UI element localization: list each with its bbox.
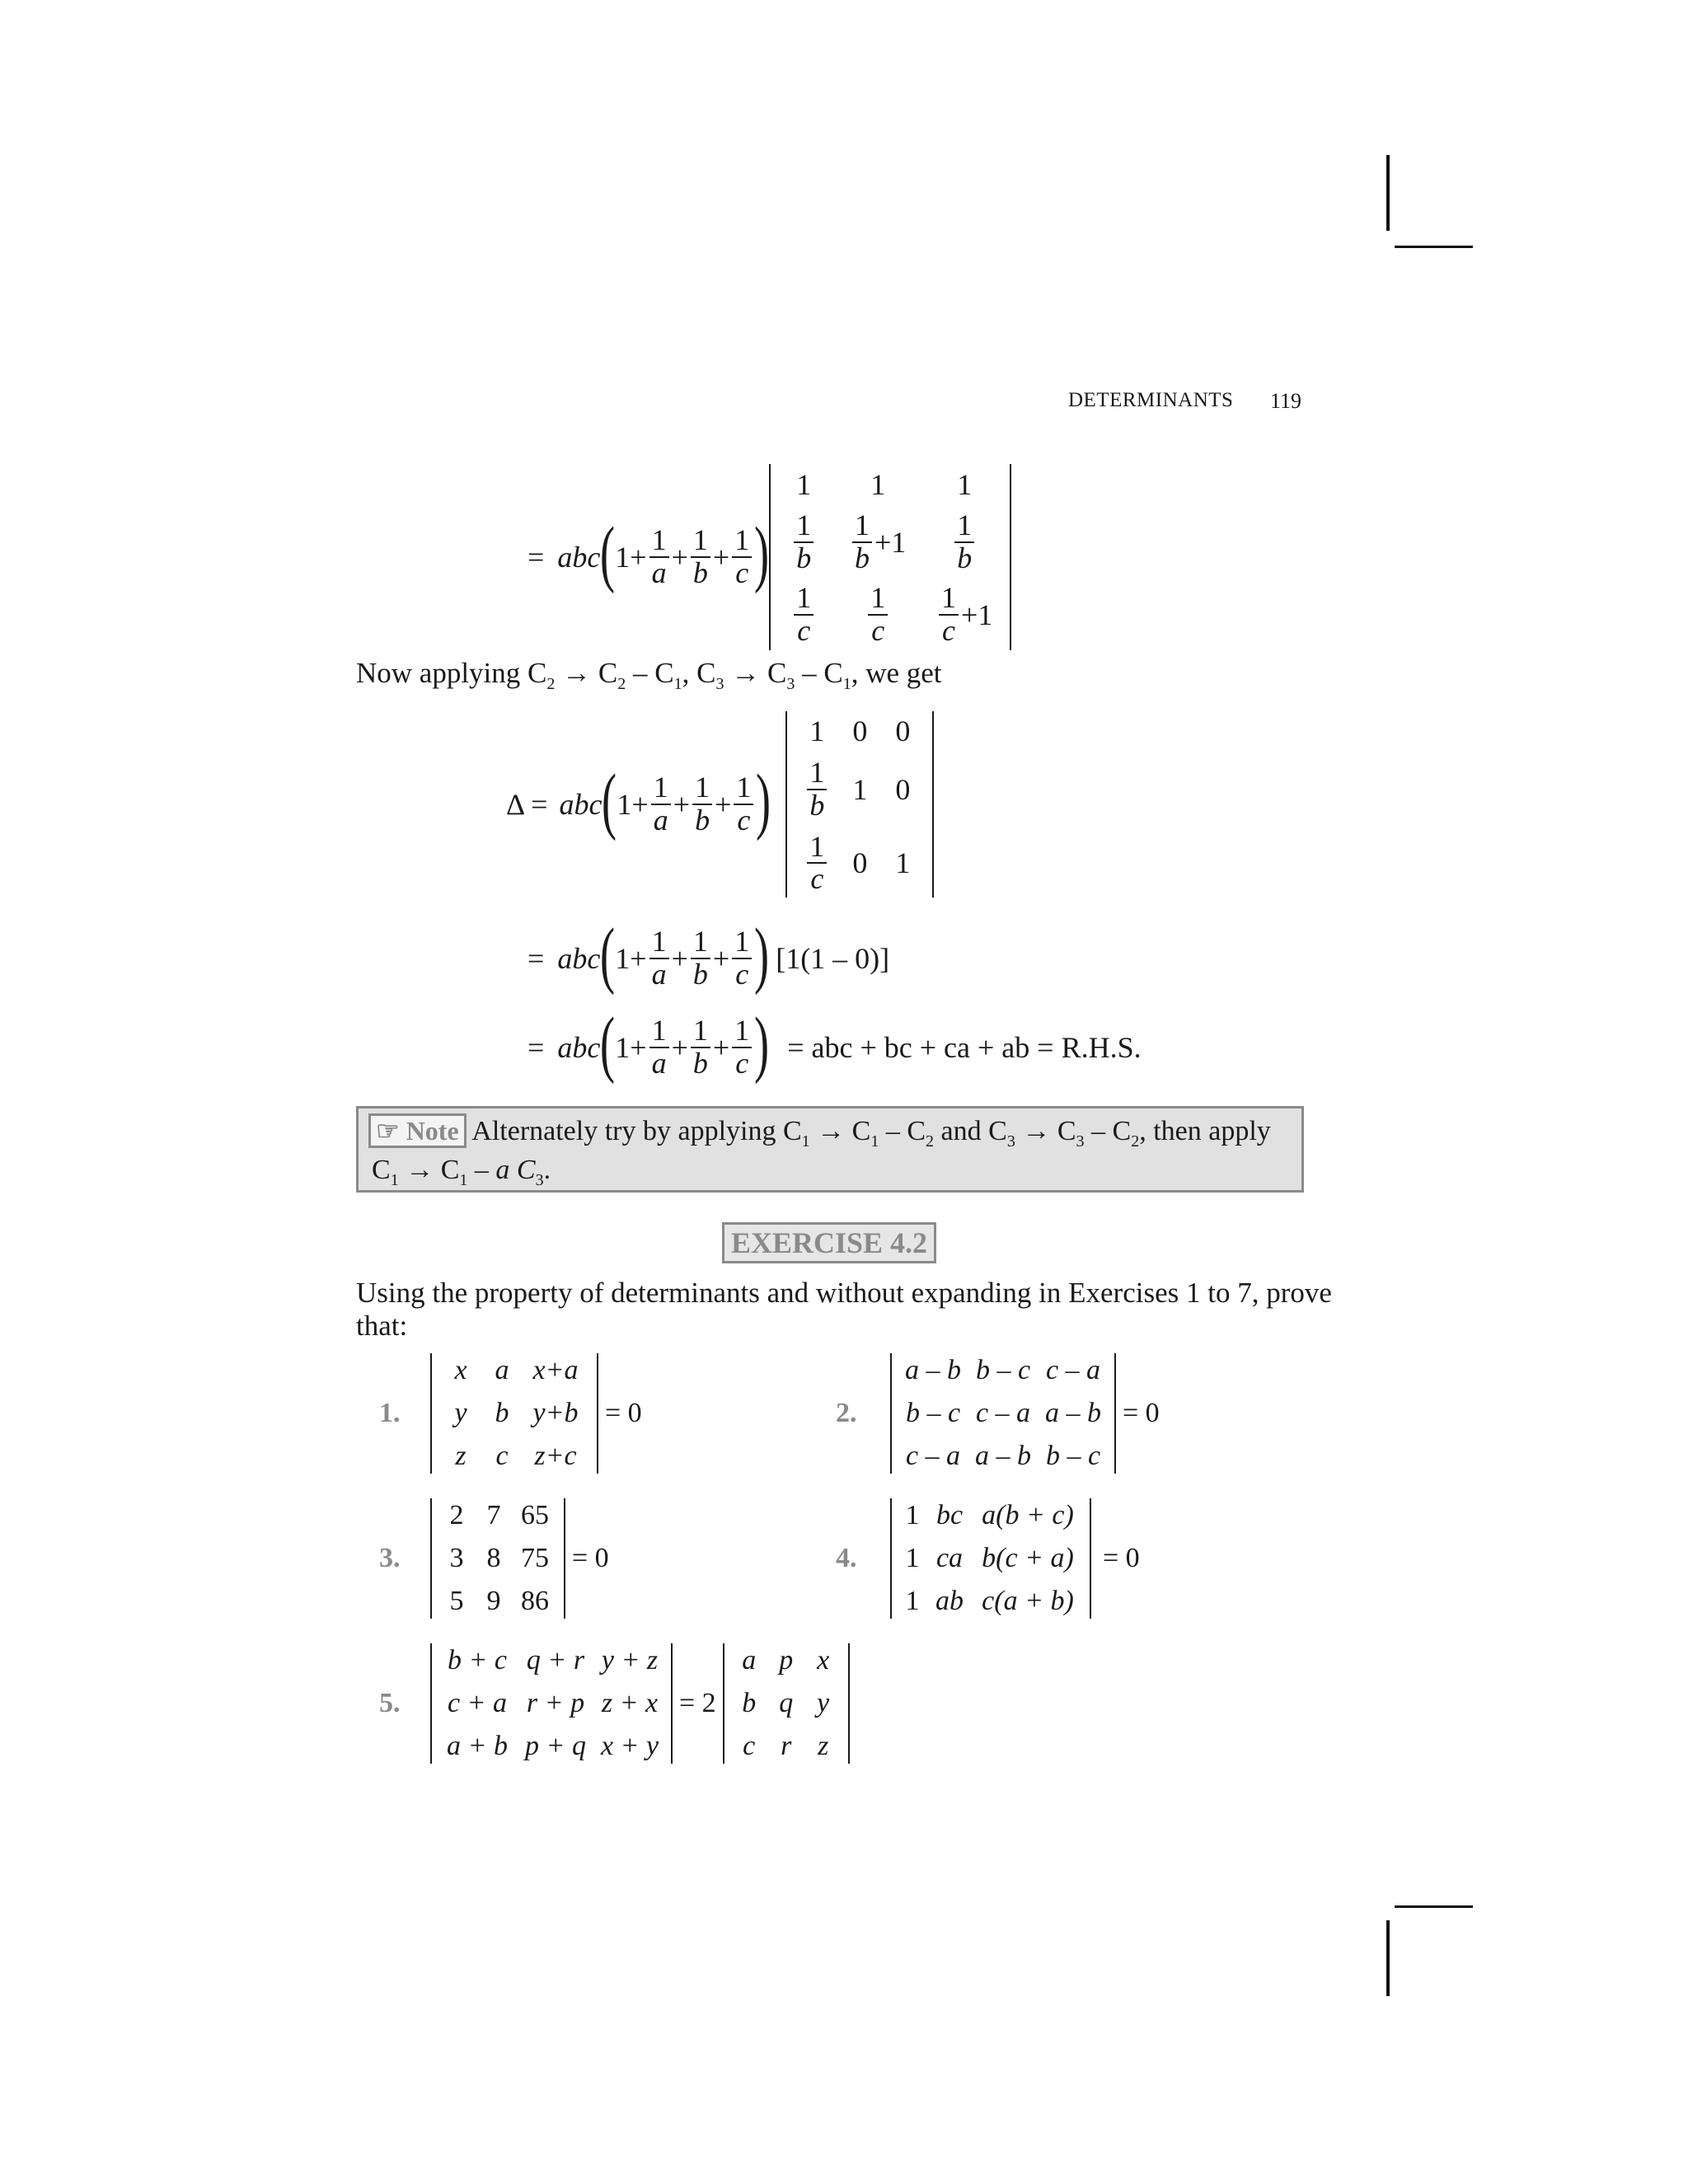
cell: a – b — [975, 1441, 1031, 1471]
cell-fraction: $\frac{1}{b}$ — [948, 510, 981, 574]
one-plus: 1+ — [617, 788, 649, 821]
cell: 2 — [449, 1500, 464, 1530]
equation-step-2 — [506, 710, 934, 898]
cell: y — [454, 1398, 467, 1428]
note-badge: ☞ Note — [368, 1113, 467, 1148]
cell: 65 — [521, 1500, 549, 1530]
cell: b — [495, 1398, 509, 1428]
question-number: 2. — [836, 1398, 857, 1428]
crop-mark-top-vertical — [1386, 155, 1390, 231]
cell: b + c — [447, 1645, 508, 1675]
factor-abc: abc — [557, 541, 601, 574]
note-line-1: ☞ Note Alternately try by applying $C_1 \to C_1 - C_2$ and $C_3 \to C_3 - C_2$, then apply — [368, 1113, 1271, 1159]
cell: p — [779, 1645, 794, 1675]
right-paren: ) — [754, 513, 770, 594]
cell: z + x — [601, 1688, 659, 1718]
exercise-title: EXERCISE 4.2 — [722, 1222, 936, 1263]
question-4 — [836, 1497, 1140, 1620]
determinant-q4 — [890, 1498, 1091, 1619]
fraction-1-over-a: $\frac{1}{a}$ — [649, 926, 669, 991]
fraction-1-over-b: $\frac{1}{b}$ — [691, 926, 710, 991]
cell: 1 — [796, 468, 812, 502]
cell: r + p — [526, 1688, 585, 1718]
bracket-expression: [1(1 – 0)] — [776, 942, 890, 975]
cell: a + b — [447, 1731, 508, 1761]
fraction-1-over-b: $\frac{1}{b}$ — [691, 1015, 710, 1080]
fraction-1-over-b: $\frac{1}{b}$ — [692, 772, 712, 837]
cell: 8 — [486, 1543, 501, 1573]
cell: 0 — [895, 714, 911, 748]
cell: 1 — [905, 1543, 920, 1573]
equation-step-3 — [528, 914, 890, 996]
cell: a — [495, 1355, 509, 1385]
cell: c(a + b) — [982, 1586, 1074, 1616]
cell: 5 — [449, 1586, 464, 1616]
note-line-2: $C_1 \to C_1 - a$ $C_3$. — [372, 1155, 551, 1189]
cell: z+c — [534, 1441, 577, 1471]
determinant-q2 — [890, 1353, 1116, 1474]
question-5 — [379, 1642, 850, 1765]
question-1 — [379, 1352, 642, 1475]
cell: c – a — [975, 1398, 1031, 1428]
rhs-zero: = 0 — [572, 1543, 609, 1573]
cell: $\frac{1}{b}$ +1 — [843, 510, 912, 574]
cell: q — [779, 1688, 794, 1718]
cell-fraction: $\frac{1}{c}$ — [787, 583, 820, 647]
question-number: 3. — [379, 1543, 401, 1573]
delta-lhs: Δ = — [506, 788, 548, 821]
cell: ca — [935, 1543, 964, 1573]
cell: a – b — [905, 1355, 961, 1385]
left-paren: ( — [602, 760, 617, 841]
question-number: 4. — [836, 1543, 857, 1573]
one-plus: 1+ — [615, 1031, 647, 1064]
cell: 1 — [809, 714, 825, 748]
equals-sign: = — [528, 942, 545, 975]
equals-sign: = — [528, 541, 545, 574]
cell: z — [455, 1441, 467, 1471]
right-paren: ) — [754, 1003, 770, 1085]
plus: + — [671, 942, 688, 975]
note-box — [356, 1106, 1304, 1193]
question-3 — [379, 1497, 609, 1620]
fraction-1-over-c: $\frac{1}{c}$ — [732, 525, 752, 589]
cell: c — [495, 1441, 509, 1471]
cell: x + y — [600, 1731, 659, 1761]
fraction-1-over-a: $\frac{1}{a}$ — [649, 1015, 669, 1080]
plus: + — [671, 541, 688, 574]
cell: q + r — [526, 1645, 585, 1675]
cell: 1 — [905, 1500, 920, 1530]
plus: + — [712, 1031, 730, 1064]
left-paren: ( — [600, 914, 616, 996]
cell: c – a — [1045, 1355, 1101, 1385]
cell: b – c — [905, 1398, 961, 1428]
cell: 1 — [895, 846, 911, 880]
pointing-hand-icon: ☞ — [376, 1116, 400, 1146]
cell: a – b — [1045, 1398, 1101, 1428]
cell: c + a — [447, 1688, 508, 1718]
cell: z — [818, 1731, 829, 1761]
page-number: 119 — [1270, 389, 1302, 413]
cell: b — [742, 1688, 757, 1718]
cell: x+a — [532, 1355, 579, 1385]
cell: 1 — [905, 1586, 920, 1616]
fraction-1-over-a: $\frac{1}{a}$ — [649, 525, 669, 589]
factor-abc: abc — [557, 942, 601, 975]
determinant-q1 — [430, 1353, 598, 1474]
cell: y — [817, 1688, 830, 1718]
cell: a(b + c) — [982, 1500, 1074, 1530]
cell: c — [743, 1731, 756, 1761]
cell: 0 — [852, 714, 868, 748]
determinant-q3 — [430, 1498, 565, 1619]
one-plus: 1+ — [615, 942, 647, 975]
determinant-q5-right — [723, 1643, 850, 1764]
fraction-1-over-c: $\frac{1}{c}$ — [732, 926, 752, 991]
cell: b(c + a) — [982, 1543, 1074, 1573]
cell: 0 — [895, 773, 911, 807]
cell: bc — [935, 1500, 964, 1530]
running-title: DETERMINANTS — [1068, 389, 1234, 411]
plus: + — [671, 1031, 688, 1064]
plus: + — [715, 788, 732, 821]
plus: + — [712, 942, 730, 975]
cell: x — [454, 1355, 467, 1385]
crop-mark-bottom-horizontal — [1395, 1905, 1473, 1908]
rhs-result: = abc + bc + ca + ab = R.H.S. — [787, 1031, 1142, 1064]
applying-text: Now applying $C_2 \to C_2 - C_1$, $C_3 \to C_3 - C_1$, we get — [356, 657, 942, 693]
cell: a — [742, 1645, 757, 1675]
left-paren: ( — [600, 513, 616, 594]
equation-step-1 — [528, 462, 1011, 653]
exercise-intro-line-1: Using the property of determinants and without expanding in Exercises 1 to 7, prove — [356, 1277, 1332, 1309]
one-plus: 1+ — [615, 541, 647, 574]
cell: p + q — [525, 1731, 586, 1761]
determinant-step-2 — [785, 711, 934, 898]
cell: x — [817, 1645, 830, 1675]
cell: 9 — [486, 1586, 501, 1616]
equals-two: = 2 — [679, 1688, 716, 1718]
rhs-zero: = 0 — [1103, 1543, 1140, 1573]
cell: c – a — [905, 1441, 961, 1471]
fraction-1-over-b: $\frac{1}{b}$ — [691, 525, 710, 589]
fraction-1-over-c: $\frac{1}{c}$ — [734, 772, 753, 837]
rhs-zero: = 0 — [1123, 1398, 1160, 1428]
cell: b – c — [975, 1355, 1031, 1385]
cell: r — [781, 1731, 792, 1761]
cell: y+b — [532, 1398, 579, 1428]
cell: 1 — [870, 468, 886, 502]
cell: y + z — [601, 1645, 659, 1675]
equals-sign: = — [528, 1031, 545, 1064]
fraction-1-over-a: $\frac{1}{a}$ — [651, 772, 671, 837]
question-number: 5. — [379, 1688, 401, 1718]
factor-abc: abc — [559, 788, 603, 821]
cell: $\frac{1}{c}$ +1 — [930, 583, 999, 647]
rhs-zero: = 0 — [605, 1398, 642, 1428]
determinant-step-1 — [769, 464, 1011, 650]
cell: 7 — [486, 1500, 501, 1530]
cell: 1 — [852, 773, 868, 807]
determinant-q5-left — [430, 1643, 673, 1764]
crop-mark-top-horizontal — [1395, 246, 1473, 248]
cell-fraction: $\frac{1}{c}$ — [861, 583, 894, 647]
left-paren: ( — [600, 1003, 616, 1085]
cell: ab — [935, 1586, 964, 1616]
fraction-1-over-c: $\frac{1}{c}$ — [732, 1015, 752, 1080]
exercise-intro-line-2: that: — [356, 1310, 408, 1342]
cell: 75 — [521, 1543, 549, 1573]
plus: + — [673, 788, 691, 821]
cell-fraction: $\frac{1}{c}$ — [800, 832, 833, 896]
cell: 1 — [957, 468, 973, 502]
cell-fraction: $\frac{1}{b}$ — [800, 757, 833, 822]
factor-abc: abc — [557, 1031, 601, 1064]
cell: b – c — [1045, 1441, 1101, 1471]
cell: 86 — [521, 1586, 549, 1616]
right-paren: ) — [756, 760, 771, 841]
crop-mark-bottom-vertical — [1386, 1920, 1390, 1996]
question-2 — [836, 1352, 1160, 1475]
plus: + — [712, 541, 730, 574]
equation-step-4 — [528, 1003, 1142, 1085]
cell-fraction: $\frac{1}{b}$ — [787, 510, 820, 574]
cell: 0 — [852, 846, 868, 880]
question-number: 1. — [379, 1398, 401, 1428]
cell: 3 — [449, 1543, 464, 1573]
right-paren: ) — [754, 914, 770, 996]
